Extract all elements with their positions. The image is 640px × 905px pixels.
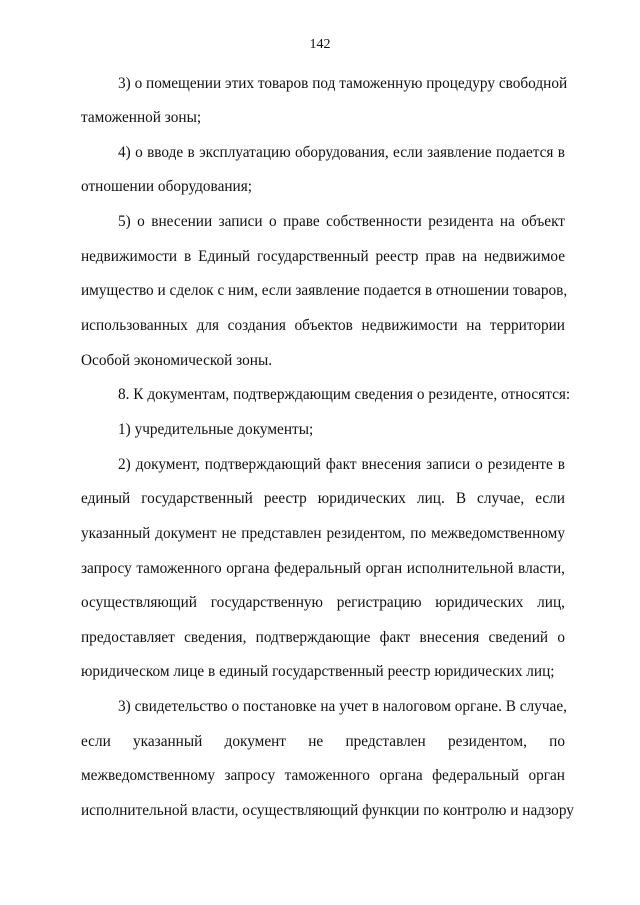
text-line: осуществляющий государственную регистрацию юридических лиц, [81, 594, 565, 611]
text-line: юридическом лице в единый государственный реестр юридических лиц; [81, 663, 555, 680]
text-line: если указанный документ не представлен резидентом, по [81, 733, 565, 750]
text-line: предоставляет сведения, подтверждающие факт внесения сведений о [81, 629, 565, 646]
text-line: 4) о вводе в эксплуатацию оборудования, если заявление подается в [118, 144, 565, 161]
text-line: 3) свидетельство о постановке на учет в налоговом органе. В случае, [118, 698, 567, 715]
text-line: указанный документ не представлен резидентом, по межведомственному [81, 525, 565, 542]
page-number: 142 [309, 37, 331, 52]
text-line: запросу таможенного органа федеральный орган исполнительной власти, [81, 560, 565, 577]
text-line: межведомственному запросу таможенного органа федеральный орган [81, 767, 565, 784]
text-line: 8. К документам, подтверждающим сведения о резиденте, относятся: [118, 386, 571, 403]
text-line: 2) документ, подтверждающий факт внесения записи о резиденте в [118, 456, 565, 473]
text-line: использованных для создания объектов недвижимости на территории [81, 317, 565, 334]
text-line: 3) о помещении этих товаров под таможенную процедуру свободной [118, 75, 568, 92]
text-line: единый государственный реестр юридических лиц. В случае, если [81, 490, 565, 507]
text-line: 1) учредительные документы; [118, 421, 314, 438]
text-line: таможенной зоны; [81, 109, 202, 126]
text-line: имущество и сделок с ним, если заявление подается в отношении товаров, [81, 282, 568, 299]
text-line: недвижимости в Единый государственный реестр прав на недвижимое [81, 248, 565, 265]
text-line: исполнительной власти, осуществляющий функции по контролю и надзору [81, 802, 574, 819]
text-line: 5) о внесении записи о праве собственности резидента на объект [118, 213, 565, 230]
text-line: Особой экономической зоны. [81, 352, 273, 369]
text-line: отношении оборудования; [81, 178, 253, 195]
